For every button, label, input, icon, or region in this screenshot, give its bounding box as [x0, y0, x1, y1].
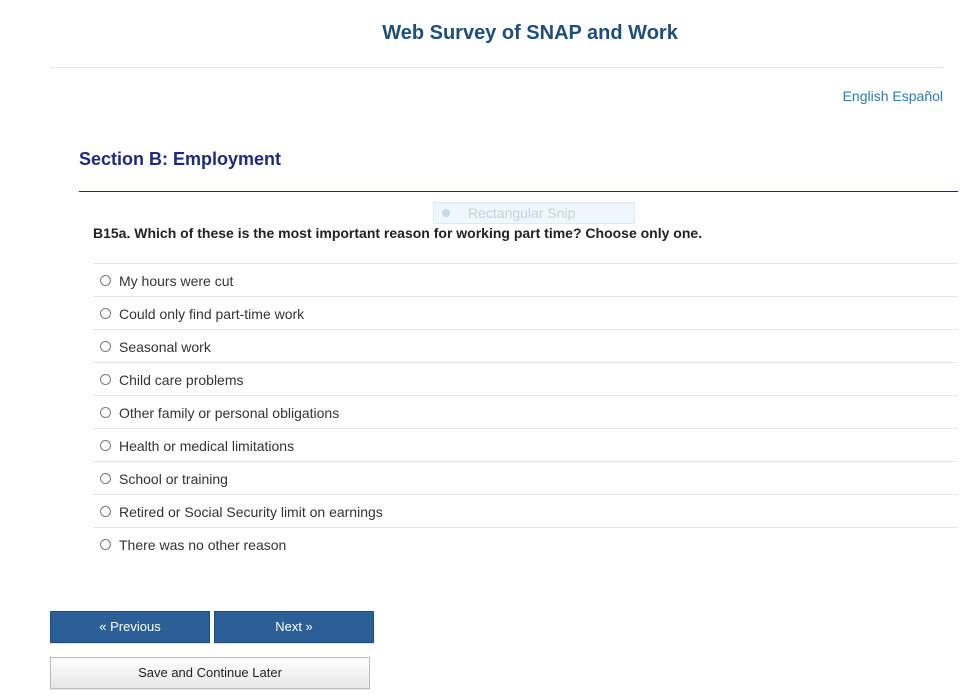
section-divider	[79, 191, 958, 192]
option-label[interactable]: Child care problems	[119, 372, 244, 388]
next-button[interactable]: Next »	[214, 611, 374, 643]
question-text: B15a. Which of these is the most important reason for working part time? Choose only one.	[93, 225, 703, 241]
snip-label: Rectangular Snip	[468, 205, 576, 221]
option-label[interactable]: Seasonal work	[119, 339, 211, 355]
radio-button[interactable]	[100, 506, 111, 517]
snip-tool-overlay	[433, 202, 635, 224]
answer-option[interactable]	[93, 395, 958, 428]
option-label[interactable]: Could only find part-time work	[119, 306, 305, 322]
previous-button[interactable]: « Previous	[50, 611, 210, 643]
option-label[interactable]: My hours were cut	[119, 273, 234, 289]
answer-option[interactable]	[93, 296, 958, 329]
save-and-continue-later-button[interactable]: Save and Continue Later	[50, 657, 370, 689]
radio-button[interactable]	[100, 539, 111, 550]
radio-button[interactable]	[100, 308, 111, 319]
language-switcher	[843, 88, 943, 104]
language-link-english[interactable]: English	[842, 88, 889, 104]
answer-option[interactable]	[93, 494, 958, 527]
option-label[interactable]: School or training	[119, 471, 228, 487]
radio-button[interactable]	[100, 374, 111, 385]
option-label[interactable]: Other family or personal obligations	[119, 405, 340, 421]
answer-option[interactable]	[93, 329, 958, 362]
radio-button[interactable]	[100, 275, 111, 286]
option-label[interactable]: Retired or Social Security limit on earnings	[119, 504, 383, 520]
option-label[interactable]: Health or medical limitations	[119, 438, 295, 454]
answer-option[interactable]	[93, 527, 958, 560]
answer-option[interactable]	[93, 362, 958, 395]
answer-option[interactable]	[93, 461, 958, 494]
header-divider	[50, 67, 943, 68]
radio-button[interactable]	[100, 440, 111, 451]
radio-button[interactable]	[100, 473, 111, 484]
answer-options	[93, 263, 958, 560]
answer-option[interactable]	[93, 263, 958, 296]
radio-button[interactable]	[100, 407, 111, 418]
option-label[interactable]: There was no other reason	[119, 537, 287, 553]
page-title: Web Survey of SNAP and Work	[382, 22, 678, 44]
section-title: Section B: Employment	[79, 149, 282, 169]
snip-icon	[442, 209, 450, 217]
language-link-spanish[interactable]: Español	[892, 88, 943, 104]
radio-button[interactable]	[100, 341, 111, 352]
answer-option[interactable]	[93, 428, 958, 461]
